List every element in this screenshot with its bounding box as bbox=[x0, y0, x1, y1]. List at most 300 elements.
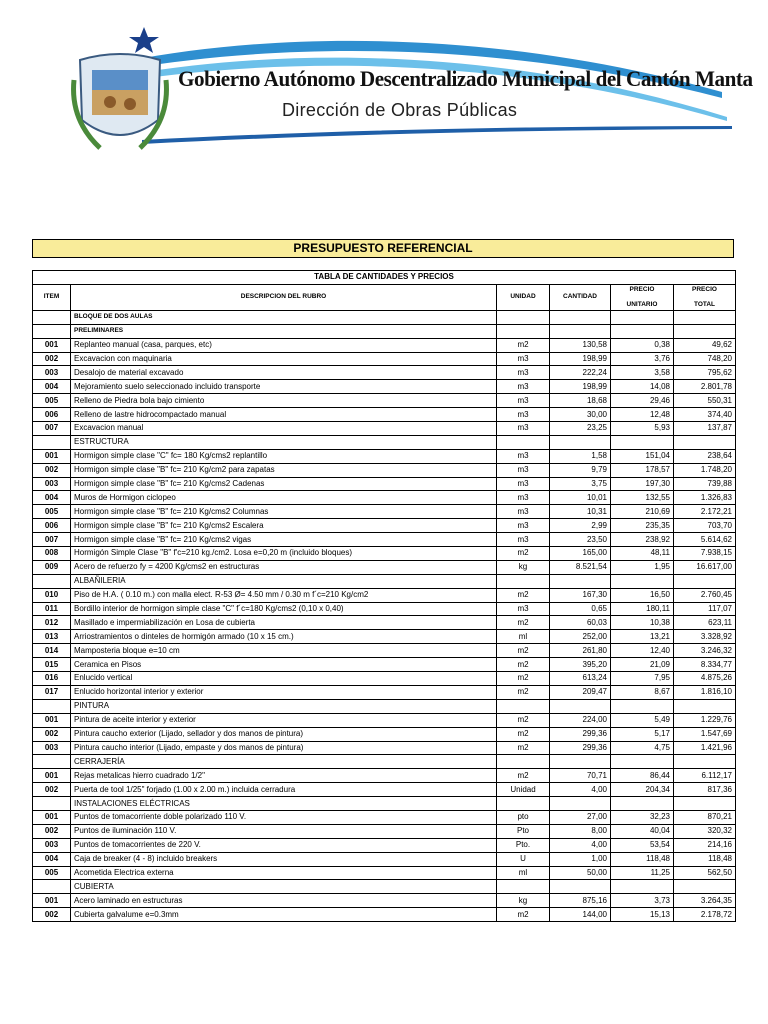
description-cell: Rejas metalicas hierro cuadrado 1/2" bbox=[71, 769, 497, 783]
item-cell: 017 bbox=[33, 685, 71, 699]
quantity-cell: 198,99 bbox=[550, 352, 611, 366]
quantity-cell: 3,75 bbox=[550, 477, 611, 491]
municipal-seal-icon bbox=[70, 40, 170, 160]
total-price-cell: 16.617,00 bbox=[674, 560, 736, 574]
item-cell: 002 bbox=[33, 783, 71, 797]
unit-price-cell: 13,21 bbox=[611, 630, 674, 644]
item-cell: 016 bbox=[33, 672, 71, 686]
unit-cell: m2 bbox=[497, 672, 550, 686]
quantity-cell: 0,65 bbox=[550, 602, 611, 616]
description-cell: Replanteo manual (casa, parques, etc) bbox=[71, 338, 497, 352]
total-price-cell: 238,64 bbox=[674, 449, 736, 463]
item-cell: 006 bbox=[33, 519, 71, 533]
unit-cell: m3 bbox=[497, 352, 550, 366]
table-caption-row bbox=[33, 271, 736, 285]
item-cell: 004 bbox=[33, 491, 71, 505]
quantity-cell: 23,25 bbox=[550, 422, 611, 436]
description-cell: Pintura caucho exterior (Lijado, sellador y dos manos de pintura) bbox=[71, 727, 497, 741]
table-row bbox=[33, 519, 736, 533]
quantity-cell: 875,16 bbox=[550, 894, 611, 908]
unit-price-cell bbox=[611, 324, 674, 338]
table-row bbox=[33, 741, 736, 755]
total-price-cell: 703,70 bbox=[674, 519, 736, 533]
unit-cell: m2 bbox=[497, 338, 550, 352]
unit-cell: m2 bbox=[497, 713, 550, 727]
description-cell: PRELIMINARES bbox=[71, 324, 497, 338]
quantity-cell bbox=[550, 755, 611, 769]
total-price-cell: 2.801,78 bbox=[674, 380, 736, 394]
description-cell: Ceramica en Pisos bbox=[71, 658, 497, 672]
quantity-cell: 144,00 bbox=[550, 908, 611, 922]
item-cell: 005 bbox=[33, 866, 71, 880]
description-cell: CUBIERTA bbox=[71, 880, 497, 894]
total-price-cell: 49,62 bbox=[674, 338, 736, 352]
description-cell: Masillado e impermiabilización en Losa de cubierta bbox=[71, 616, 497, 630]
description-cell: Acometida Electrica externa bbox=[71, 866, 497, 880]
total-price-cell: 1.229,76 bbox=[674, 713, 736, 727]
unit-cell: U bbox=[497, 852, 550, 866]
table-row bbox=[33, 783, 736, 797]
unit-price-cell: 5,93 bbox=[611, 422, 674, 436]
quantity-cell: 613,24 bbox=[550, 672, 611, 686]
header-unit: UNIDAD bbox=[497, 284, 550, 310]
unit-price-cell bbox=[611, 880, 674, 894]
quantities-prices-table bbox=[32, 270, 736, 922]
quantity-cell: 130,58 bbox=[550, 338, 611, 352]
quantity-cell: 299,36 bbox=[550, 727, 611, 741]
item-cell bbox=[33, 755, 71, 769]
unit-cell: m3 bbox=[497, 408, 550, 422]
total-price-cell: 5.614,62 bbox=[674, 533, 736, 547]
description-cell: Desalojo de material excavado bbox=[71, 366, 497, 380]
quantity-cell: 70,71 bbox=[550, 769, 611, 783]
item-cell bbox=[33, 797, 71, 811]
unit-cell: m3 bbox=[497, 505, 550, 519]
item-cell: 001 bbox=[33, 810, 71, 824]
unit-price-cell: 3,76 bbox=[611, 352, 674, 366]
unit-price-cell: 14,08 bbox=[611, 380, 674, 394]
header-description: DESCRIPCION DEL RUBRO bbox=[71, 284, 497, 310]
item-cell: 002 bbox=[33, 727, 71, 741]
unit-price-cell bbox=[611, 755, 674, 769]
total-price-cell: 1.748,20 bbox=[674, 463, 736, 477]
quantity-cell: 18,68 bbox=[550, 394, 611, 408]
description-cell: BLOQUE DE DOS AULAS bbox=[71, 310, 497, 324]
unit-cell bbox=[497, 880, 550, 894]
total-price-cell: 117,07 bbox=[674, 602, 736, 616]
item-cell: 004 bbox=[33, 852, 71, 866]
unit-price-cell: 16,50 bbox=[611, 588, 674, 602]
total-price-cell: 1.421,96 bbox=[674, 741, 736, 755]
table-row bbox=[33, 810, 736, 824]
item-cell: 005 bbox=[33, 394, 71, 408]
total-price-cell: 562,50 bbox=[674, 866, 736, 880]
item-cell bbox=[33, 880, 71, 894]
unit-price-cell: 12,48 bbox=[611, 408, 674, 422]
unit-price-cell: 1,95 bbox=[611, 560, 674, 574]
table-row bbox=[33, 380, 736, 394]
unit-cell: m3 bbox=[497, 491, 550, 505]
table-row bbox=[33, 449, 736, 463]
unit-price-cell: 21,09 bbox=[611, 658, 674, 672]
table-row bbox=[33, 894, 736, 908]
header-total-price bbox=[674, 284, 736, 310]
unit-price-cell bbox=[611, 797, 674, 811]
item-cell: 001 bbox=[33, 713, 71, 727]
description-cell: ESTRUCTURA bbox=[71, 435, 497, 449]
item-cell: 012 bbox=[33, 616, 71, 630]
table-row bbox=[33, 602, 736, 616]
unit-cell: m2 bbox=[497, 741, 550, 755]
table-header-row bbox=[33, 284, 736, 310]
unit-cell bbox=[497, 797, 550, 811]
quantity-cell: 4,00 bbox=[550, 838, 611, 852]
quantity-cell: 50,00 bbox=[550, 866, 611, 880]
unit-cell: m3 bbox=[497, 394, 550, 408]
unit-cell bbox=[497, 324, 550, 338]
section-row bbox=[33, 755, 736, 769]
total-price-cell: 550,31 bbox=[674, 394, 736, 408]
quantity-cell: 23,50 bbox=[550, 533, 611, 547]
total-price-cell: 623,11 bbox=[674, 616, 736, 630]
total-price-cell: 2.178,72 bbox=[674, 908, 736, 922]
quantity-cell bbox=[550, 324, 611, 338]
description-cell: Cubierta galvalume e=0.3mm bbox=[71, 908, 497, 922]
table-row bbox=[33, 463, 736, 477]
organization-subtitle: Dirección de Obras Públicas bbox=[282, 100, 518, 120]
unit-price-cell: 238,92 bbox=[611, 533, 674, 547]
item-cell bbox=[33, 699, 71, 713]
quantity-cell: 224,00 bbox=[550, 713, 611, 727]
header-total-price-top: PRECIO bbox=[692, 285, 717, 293]
item-cell: 002 bbox=[33, 824, 71, 838]
unit-cell: kg bbox=[497, 560, 550, 574]
description-cell: Bordillo interior de hormigon simple clase "C" f´c=180 Kg/cms2 (0,10 x 0,40) bbox=[71, 602, 497, 616]
item-cell: 003 bbox=[33, 366, 71, 380]
item-cell: 003 bbox=[33, 741, 71, 755]
description-cell: Puntos de tomacorriente doble polarizado 110 V. bbox=[71, 810, 497, 824]
item-cell: 008 bbox=[33, 547, 71, 561]
quantity-cell: 209,47 bbox=[550, 685, 611, 699]
item-cell: 010 bbox=[33, 588, 71, 602]
unit-cell: m3 bbox=[497, 519, 550, 533]
description-cell: Hormigon simple clase "B" fc= 210 Kg/cms2 Escalera bbox=[71, 519, 497, 533]
header-unit-price-bottom: UNITARIO bbox=[626, 300, 658, 308]
unit-price-cell: 204,34 bbox=[611, 783, 674, 797]
header-item: ITEM bbox=[33, 284, 71, 310]
unit-cell: m2 bbox=[497, 588, 550, 602]
description-cell: Enlucido vertical bbox=[71, 672, 497, 686]
item-cell: 002 bbox=[33, 352, 71, 366]
unit-cell: ml bbox=[497, 866, 550, 880]
unit-cell: m3 bbox=[497, 602, 550, 616]
quantity-cell: 4,00 bbox=[550, 783, 611, 797]
total-price-cell: 739,88 bbox=[674, 477, 736, 491]
table-row bbox=[33, 338, 736, 352]
unit-cell: m2 bbox=[497, 616, 550, 630]
quantity-cell bbox=[550, 880, 611, 894]
total-price-cell: 4.875,26 bbox=[674, 672, 736, 686]
description-cell: Excavacion manual bbox=[71, 422, 497, 436]
unit-cell: m2 bbox=[497, 685, 550, 699]
item-cell: 005 bbox=[33, 505, 71, 519]
section-row bbox=[33, 574, 736, 588]
section-row bbox=[33, 324, 736, 338]
unit-cell bbox=[497, 574, 550, 588]
total-price-cell: 2.172,21 bbox=[674, 505, 736, 519]
quantity-cell: 261,80 bbox=[550, 644, 611, 658]
header-quantity: CANTIDAD bbox=[550, 284, 611, 310]
unit-cell bbox=[497, 435, 550, 449]
item-cell: 001 bbox=[33, 894, 71, 908]
description-cell: Hormigon simple clase "B" fc= 210 Kg/cm2 para zapatas bbox=[71, 463, 497, 477]
unit-cell bbox=[497, 310, 550, 324]
description-cell: Hormigón Simple Clase "B" f'c=210 kg./cm2. Losa e=0,20 m (incluido bloques) bbox=[71, 547, 497, 561]
item-cell: 002 bbox=[33, 908, 71, 922]
description-cell: Pintura de aceite interior y exterior bbox=[71, 713, 497, 727]
table-row bbox=[33, 852, 736, 866]
quantity-cell: 10,01 bbox=[550, 491, 611, 505]
description-cell: Pintura caucho interior (Lijado, empaste y dos manos de pintura) bbox=[71, 741, 497, 755]
unit-price-cell: 86,44 bbox=[611, 769, 674, 783]
unit-price-cell: 53,54 bbox=[611, 838, 674, 852]
unit-cell bbox=[497, 755, 550, 769]
quantity-cell: 10,31 bbox=[550, 505, 611, 519]
quantity-cell bbox=[550, 435, 611, 449]
quantity-cell: 60,03 bbox=[550, 616, 611, 630]
unit-price-cell: 210,69 bbox=[611, 505, 674, 519]
total-price-cell: 374,40 bbox=[674, 408, 736, 422]
total-price-cell: 870,21 bbox=[674, 810, 736, 824]
description-cell: Hormigon simple clase "B" fc= 210 Kg/cms2 vigas bbox=[71, 533, 497, 547]
total-price-cell bbox=[674, 435, 736, 449]
table-row bbox=[33, 644, 736, 658]
total-price-cell bbox=[674, 755, 736, 769]
total-price-cell: 748,20 bbox=[674, 352, 736, 366]
unit-cell: m2 bbox=[497, 727, 550, 741]
table-row bbox=[33, 491, 736, 505]
quantity-cell: 395,20 bbox=[550, 658, 611, 672]
unit-price-cell bbox=[611, 699, 674, 713]
unit-price-cell: 3,73 bbox=[611, 894, 674, 908]
description-cell: Puerta de tool 1/25" forjado (1.00 x 2.00 m.) incluida cerradura bbox=[71, 783, 497, 797]
item-cell: 001 bbox=[33, 449, 71, 463]
description-cell: INSTALACIONES ELÉCTRICAS bbox=[71, 797, 497, 811]
description-cell: Mejoramiento suelo seleccionado incluido transporte bbox=[71, 380, 497, 394]
unit-price-cell: 48,11 bbox=[611, 547, 674, 561]
total-price-cell bbox=[674, 324, 736, 338]
table-row bbox=[33, 616, 736, 630]
unit-cell: Unidad bbox=[497, 783, 550, 797]
item-cell: 002 bbox=[33, 463, 71, 477]
item-cell bbox=[33, 574, 71, 588]
table-row bbox=[33, 685, 736, 699]
table-row bbox=[33, 505, 736, 519]
unit-cell bbox=[497, 699, 550, 713]
unit-cell: m2 bbox=[497, 908, 550, 922]
unit-price-cell bbox=[611, 310, 674, 324]
unit-cell: m3 bbox=[497, 449, 550, 463]
table-row bbox=[33, 824, 736, 838]
unit-cell: m2 bbox=[497, 769, 550, 783]
quantity-cell bbox=[550, 574, 611, 588]
unit-price-cell: 32,23 bbox=[611, 810, 674, 824]
unit-price-cell: 0,38 bbox=[611, 338, 674, 352]
total-price-cell: 1.547,69 bbox=[674, 727, 736, 741]
unit-cell: pto bbox=[497, 810, 550, 824]
section-row bbox=[33, 310, 736, 324]
unit-cell: m3 bbox=[497, 366, 550, 380]
unit-price-cell: 29,46 bbox=[611, 394, 674, 408]
total-price-cell bbox=[674, 797, 736, 811]
unit-price-cell: 180,11 bbox=[611, 602, 674, 616]
table-row bbox=[33, 408, 736, 422]
unit-price-cell: 4,75 bbox=[611, 741, 674, 755]
header-unit-price-top: PRECIO bbox=[629, 285, 655, 293]
unit-cell: m2 bbox=[497, 547, 550, 561]
description-cell: Arriostramientos o dinteles de hormigón armado (10 x 15 cm.) bbox=[71, 630, 497, 644]
total-price-cell: 3.246,32 bbox=[674, 644, 736, 658]
unit-price-cell: 118,48 bbox=[611, 852, 674, 866]
quantity-cell: 198,99 bbox=[550, 380, 611, 394]
unit-price-cell: 8,67 bbox=[611, 685, 674, 699]
total-price-cell: 1.816,10 bbox=[674, 685, 736, 699]
total-price-cell bbox=[674, 699, 736, 713]
item-cell bbox=[33, 324, 71, 338]
item-cell: 009 bbox=[33, 560, 71, 574]
unit-price-cell: 151,04 bbox=[611, 449, 674, 463]
total-price-cell: 137,87 bbox=[674, 422, 736, 436]
total-price-cell: 1.326,83 bbox=[674, 491, 736, 505]
description-cell: Hormigon simple clase "C" fc= 180 Kg/cms2 replantillo bbox=[71, 449, 497, 463]
table-row bbox=[33, 394, 736, 408]
total-price-cell bbox=[674, 880, 736, 894]
description-cell: Puntos de iluminación 110 V. bbox=[71, 824, 497, 838]
section-row bbox=[33, 699, 736, 713]
unit-cell: ml bbox=[497, 630, 550, 644]
item-cell: 003 bbox=[33, 838, 71, 852]
total-price-cell: 320,32 bbox=[674, 824, 736, 838]
item-cell bbox=[33, 435, 71, 449]
unit-cell: m3 bbox=[497, 477, 550, 491]
quantity-cell bbox=[550, 699, 611, 713]
item-cell: 001 bbox=[33, 338, 71, 352]
description-cell: Mamposteria bloque e=10 cm bbox=[71, 644, 497, 658]
total-price-cell: 817,36 bbox=[674, 783, 736, 797]
description-cell: PINTURA bbox=[71, 699, 497, 713]
quantity-cell: 167,30 bbox=[550, 588, 611, 602]
description-cell: Excavacion con maquinaria bbox=[71, 352, 497, 366]
section-row bbox=[33, 797, 736, 811]
table-row bbox=[33, 630, 736, 644]
section-row bbox=[33, 435, 736, 449]
total-price-cell: 118,48 bbox=[674, 852, 736, 866]
total-price-cell: 3.328,92 bbox=[674, 630, 736, 644]
table-row bbox=[33, 477, 736, 491]
unit-price-cell: 12,40 bbox=[611, 644, 674, 658]
header-total-price-bottom: TOTAL bbox=[693, 300, 716, 308]
unit-price-cell bbox=[611, 574, 674, 588]
item-cell: 007 bbox=[33, 533, 71, 547]
description-cell: Relleno de Piedra bola bajo cimiento bbox=[71, 394, 497, 408]
total-price-cell bbox=[674, 310, 736, 324]
quantity-cell bbox=[550, 797, 611, 811]
item-cell: 013 bbox=[33, 630, 71, 644]
unit-cell: m2 bbox=[497, 658, 550, 672]
table-row bbox=[33, 727, 736, 741]
unit-price-cell: 15,13 bbox=[611, 908, 674, 922]
table-row bbox=[33, 352, 736, 366]
description-cell: Enlucido horizontal interior y exterior bbox=[71, 685, 497, 699]
table-row bbox=[33, 866, 736, 880]
unit-price-cell: 11,25 bbox=[611, 866, 674, 880]
quantity-cell: 30,00 bbox=[550, 408, 611, 422]
unit-price-cell: 197,30 bbox=[611, 477, 674, 491]
unit-price-cell: 3,58 bbox=[611, 366, 674, 380]
header-unit-price bbox=[611, 284, 674, 310]
unit-price-cell: 178,57 bbox=[611, 463, 674, 477]
item-cell: 007 bbox=[33, 422, 71, 436]
unit-cell: m3 bbox=[497, 380, 550, 394]
total-price-cell: 2.760,45 bbox=[674, 588, 736, 602]
section-row bbox=[33, 880, 736, 894]
item-cell: 014 bbox=[33, 644, 71, 658]
unit-cell: m2 bbox=[497, 644, 550, 658]
item-cell: 004 bbox=[33, 380, 71, 394]
unit-price-cell: 40,04 bbox=[611, 824, 674, 838]
quantity-cell bbox=[550, 310, 611, 324]
table-row bbox=[33, 908, 736, 922]
unit-price-cell: 132,55 bbox=[611, 491, 674, 505]
letterhead bbox=[62, 22, 753, 142]
table-row bbox=[33, 422, 736, 436]
quantity-cell: 1,58 bbox=[550, 449, 611, 463]
total-price-cell: 7.938,15 bbox=[674, 547, 736, 561]
unit-price-cell: 235,35 bbox=[611, 519, 674, 533]
description-cell: ALBAÑILERIA bbox=[71, 574, 497, 588]
unit-cell: Pto bbox=[497, 824, 550, 838]
table-caption: TABLA DE CANTIDADES Y PRECIOS bbox=[33, 271, 736, 285]
quantity-cell: 165,00 bbox=[550, 547, 611, 561]
unit-cell: Pto. bbox=[497, 838, 550, 852]
table-row bbox=[33, 547, 736, 561]
unit-price-cell: 5,49 bbox=[611, 713, 674, 727]
table-row bbox=[33, 560, 736, 574]
item-cell: 015 bbox=[33, 658, 71, 672]
unit-price-cell: 10,38 bbox=[611, 616, 674, 630]
table-row bbox=[33, 672, 736, 686]
quantity-cell: 299,36 bbox=[550, 741, 611, 755]
unit-price-cell: 5,17 bbox=[611, 727, 674, 741]
item-cell: 001 bbox=[33, 769, 71, 783]
table-row bbox=[33, 769, 736, 783]
unit-cell: m3 bbox=[497, 463, 550, 477]
quantity-cell: 2,99 bbox=[550, 519, 611, 533]
description-cell: Acero de refuerzo fy = 4200 Kg/cms2 en estructuras bbox=[71, 560, 497, 574]
total-price-cell: 214,16 bbox=[674, 838, 736, 852]
unit-price-cell bbox=[611, 435, 674, 449]
quantity-cell: 222,24 bbox=[550, 366, 611, 380]
total-price-cell bbox=[674, 574, 736, 588]
description-cell: Muros de Hormigon ciclopeo bbox=[71, 491, 497, 505]
total-price-cell: 3.264,35 bbox=[674, 894, 736, 908]
quantity-cell: 252,00 bbox=[550, 630, 611, 644]
description-cell: Puntos de tomacorrientes de 220 V. bbox=[71, 838, 497, 852]
description-cell: Caja de breaker (4 - 8) incluido breakers bbox=[71, 852, 497, 866]
table-row bbox=[33, 658, 736, 672]
description-cell: Relleno de lastre hidrocompactado manual bbox=[71, 408, 497, 422]
table-row bbox=[33, 366, 736, 380]
